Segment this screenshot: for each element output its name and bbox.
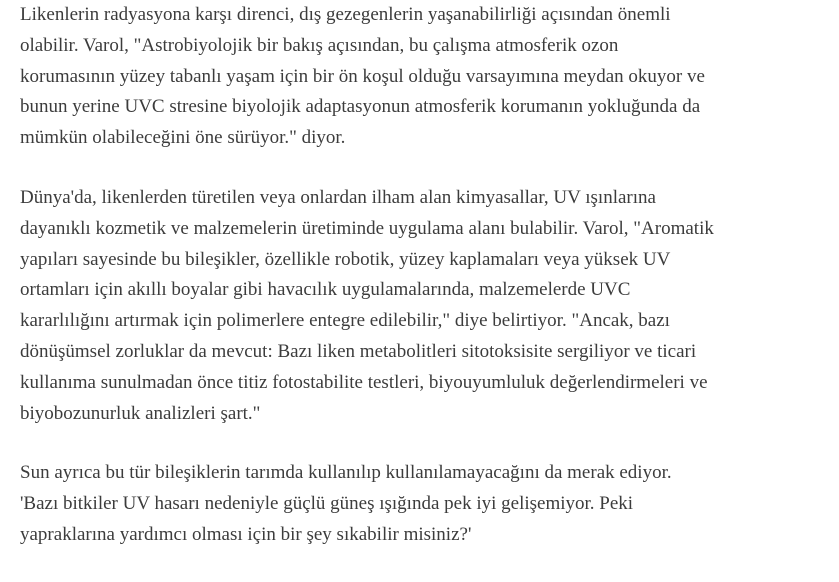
paragraph-agriculture-question <box>20 458 825 550</box>
text-line: biyobozunurluk analizleri şart." <box>20 402 261 424</box>
text-line: ortamları için akıllı boyalar gibi havacılık uygulamalarında, malzemelerde UVC <box>20 279 631 301</box>
paragraph-earth-applications <box>20 183 825 429</box>
text-line: bunun yerine UVC stresine biyolojik adaptasyonun atmosferik korumanın yokluğunda da <box>20 96 701 118</box>
text-line: Sun ayrıca bu tür bileşiklerin tarımda kullanılıp kullanılamayacağını da merak ediyor. <box>20 462 672 484</box>
text-line: 'Bazı bitkiler UV hasarı nedeniyle güçlü güneş ışığında pek iyi gelişemiyor. Peki <box>20 493 634 515</box>
text-line: mümkün olabileceğini öne sürüyor." diyor. <box>20 127 346 149</box>
text-line: dönüşümsel zorluklar da mevcut: Bazı liken metabolitleri sitotoksisite sergiliyor ve ticari <box>20 340 697 362</box>
text-line: yapıları sayesinde bu bileşikler, özellikle robotik, yüzey kaplamaları veya yüksek UV <box>20 248 671 270</box>
text-line: dayanıklı kozmetik ve malzemelerin üretiminde uygulama alanı bulabilir. Varol, "Aromatik <box>20 217 714 239</box>
text-line: korumasının yüzey tabanlı yaşam için bir ön koşul olduğu varsayımına meydan okuyor ve <box>20 65 705 87</box>
text-line: Dünya'da, likenlerden türetilen veya onlardan ilham alan kimyasallar, UV ışınlarına <box>20 186 656 208</box>
text-line: yapraklarına yardımcı olması için bir şey sıkabilir misiniz?' <box>20 523 472 545</box>
text-line: kararlılığını artırmak için polimerlere entegre edilebilir," diye belirtiyor. "Ancak, bazı <box>20 310 670 332</box>
paragraph-radiation-resistance <box>20 0 825 154</box>
article-body <box>20 0 825 551</box>
text-line: kullanıma sunulmadan önce titiz fotostabilite testleri, biyouyumluluk değerlendirmeleri ve <box>20 371 708 393</box>
text-line: olabilir. Varol, "Astrobiyolojik bir bakış açısından, bu çalışma atmosferik ozon <box>20 34 619 56</box>
text-line: Likenlerin radyasyona karşı direnci, dış gezegenlerin yaşanabilirliği açısından önemli <box>20 4 671 25</box>
